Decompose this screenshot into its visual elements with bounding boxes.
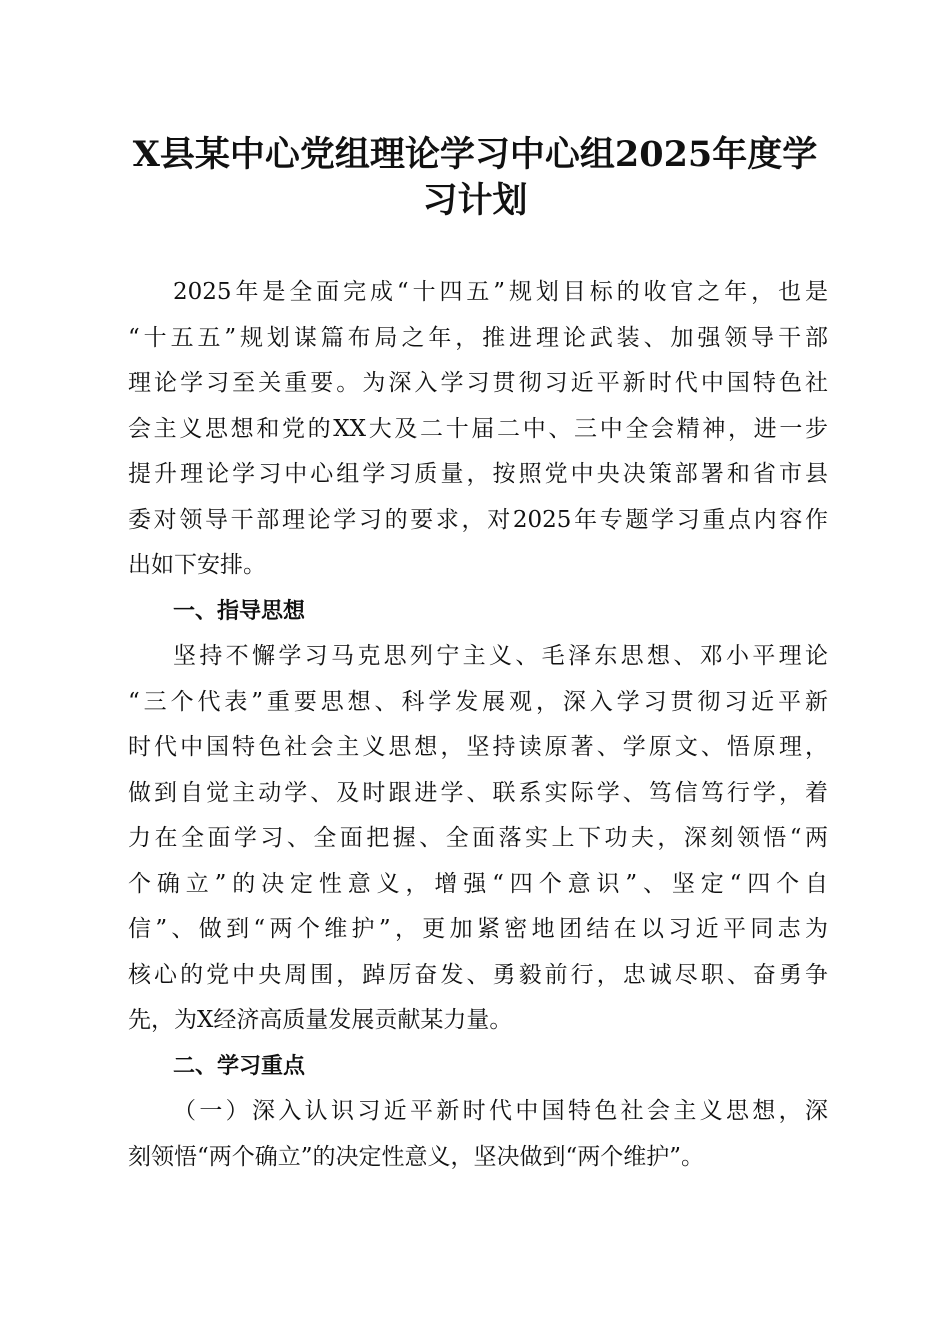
paragraph-line: 信”、做到“两个维护”，更加紧密地团结在以习近平同志为 bbox=[128, 916, 828, 942]
paragraph-line: 个确立”的决定性意义，增强“四个意识”、坚定“四个自 bbox=[128, 870, 828, 897]
paragraph-line: 2025年是全面完成“十四五”规划目标的收官之年，也是 bbox=[173, 279, 828, 305]
title-line-2: 习计划 bbox=[422, 180, 528, 221]
paragraph-line: 时代中国特色社会主义思想，坚持读原著、学原文、悟原理， bbox=[128, 734, 828, 760]
paragraph-line: 先，为X经济高质量发展贡献某力量。 bbox=[128, 1007, 513, 1033]
paragraph-line: （一）深入认识习近平新时代中国特色社会主义思想，深 bbox=[173, 1098, 828, 1124]
paragraph-line: 会主义思想和党的XX大及二十届二中、三中全会精神，进一步 bbox=[128, 415, 828, 442]
paragraph-line: 力在全面学习、全面把握、全面落实上下功夫，深刻领悟“两 bbox=[128, 825, 828, 851]
paragraph-line: 做到自觉主动学、及时跟进学、联系实际学、笃信笃行学，着 bbox=[128, 779, 828, 806]
section-heading-guiding-thought: 一、指导思想 bbox=[173, 598, 306, 624]
paragraph-line: “十五五”规划谋篇布局之年，推进理论武装、加强领导干部 bbox=[128, 324, 828, 351]
paragraph-line: 提升理论学习中心组学习质量，按照党中央决策部署和省市县 bbox=[128, 461, 828, 487]
title-line-1: X县某中心党组理论学习中心组2025年度学 bbox=[132, 134, 818, 175]
paragraph-line: 委对领导干部理论学习的要求，对2025年专题学习重点内容作 bbox=[128, 506, 828, 533]
study-focus-paragraph bbox=[128, 1089, 828, 1180]
paragraph-line: 出如下安排。 bbox=[128, 552, 266, 578]
paragraph-line: 理论学习至关重要。为深入学习贯彻习近平新时代中国特色社 bbox=[128, 370, 828, 396]
paragraph-line: 坚持不懈学习马克思列宁主义、毛泽东思想、邓小平理论 bbox=[173, 643, 828, 669]
guiding-thought-paragraph bbox=[128, 634, 828, 1044]
document-title bbox=[120, 132, 830, 224]
intro-paragraph bbox=[128, 270, 828, 589]
paragraph-line: “三个代表”重要思想、科学发展观，深入学习贯彻习近平新 bbox=[128, 688, 828, 715]
paragraph-line: 核心的党中央周围，踔厉奋发、勇毅前行，忠诚尽职、奋勇争 bbox=[128, 961, 828, 988]
section-heading-study-focus: 二、学习重点 bbox=[173, 1053, 306, 1079]
document-body bbox=[128, 270, 828, 1180]
paragraph-line: 刻领悟“两个确立”的决定性意义，坚决做到“两个维护”。 bbox=[128, 1143, 705, 1170]
